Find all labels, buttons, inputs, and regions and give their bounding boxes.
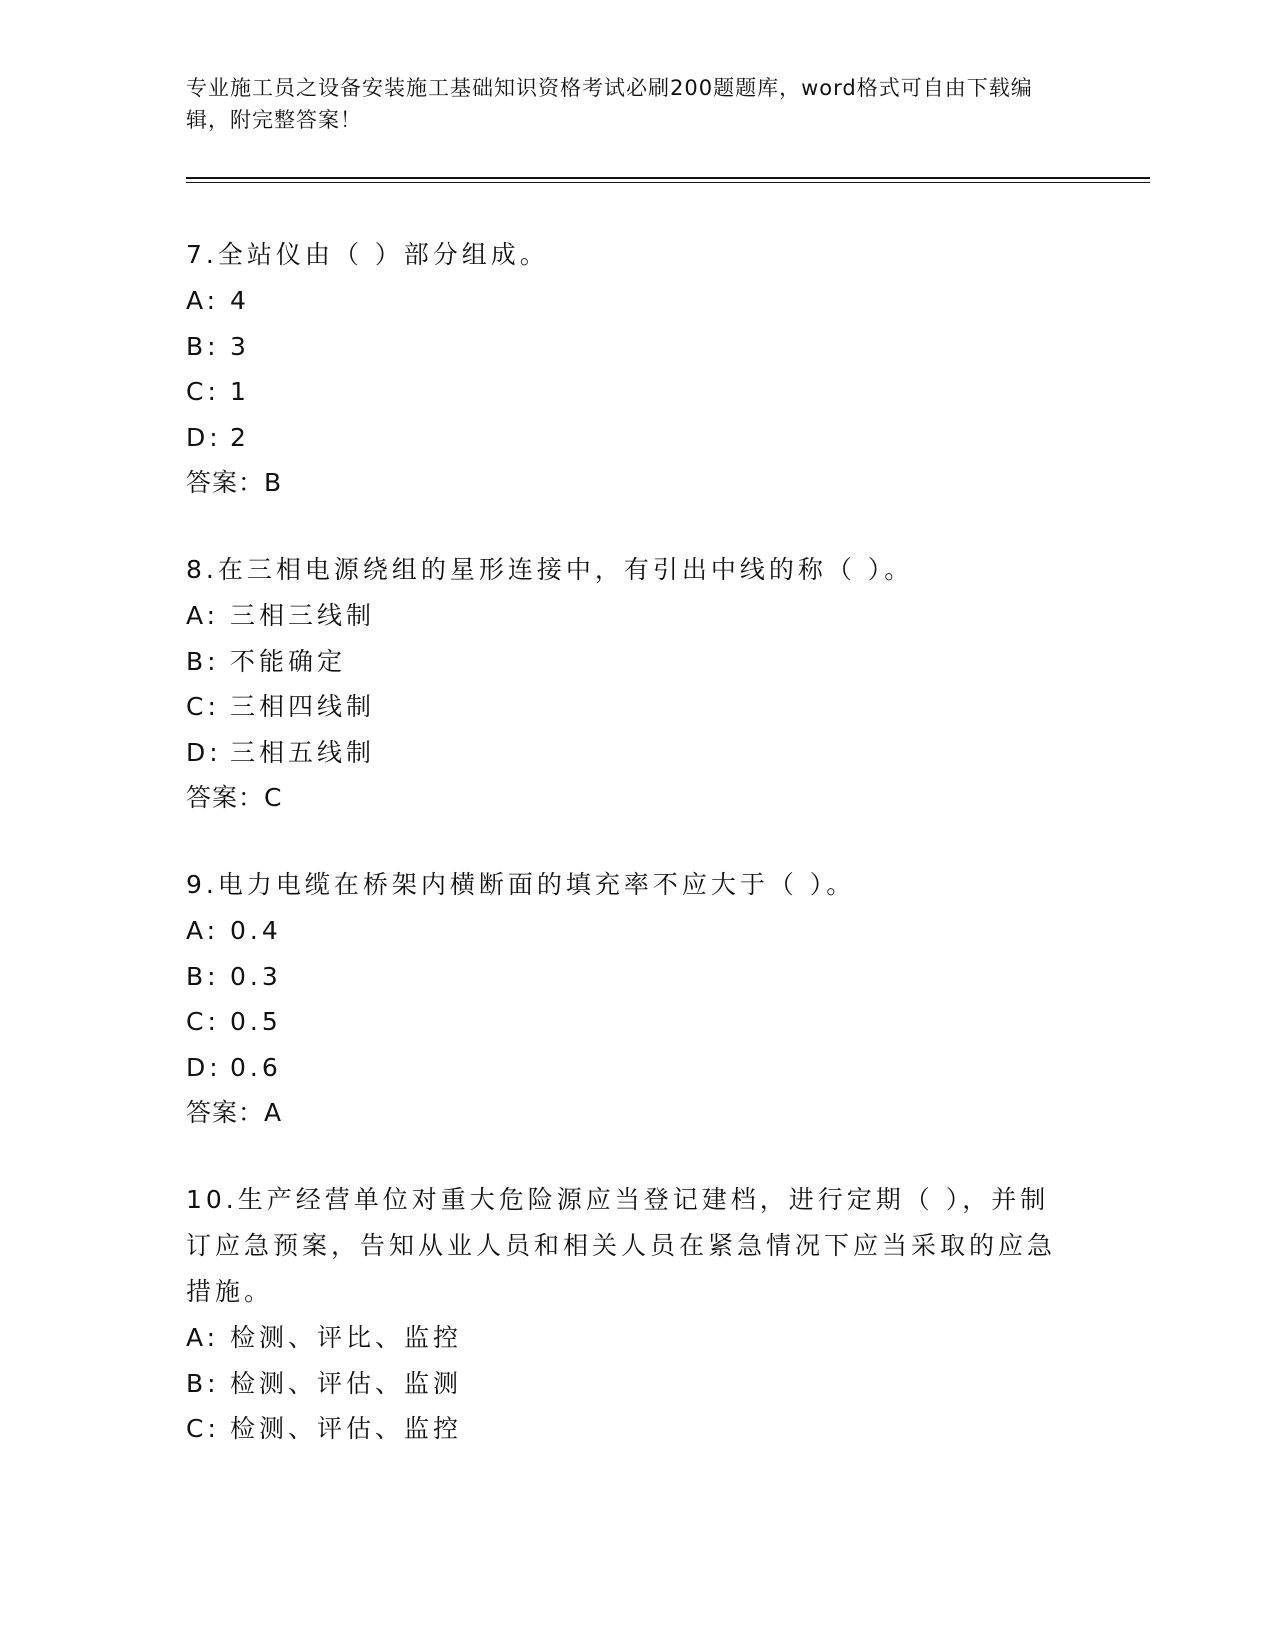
option-letter: D: <box>186 737 222 767</box>
option-text: 检测、评估、监控 <box>230 1414 463 1443</box>
option-letter: B: <box>186 961 220 991</box>
option-letter: D: <box>186 1052 222 1082</box>
option-c <box>186 999 1066 1045</box>
option-b <box>186 324 1066 370</box>
option-text: 0.4 <box>230 916 282 945</box>
option-letter: B: <box>186 1368 220 1398</box>
option-d <box>186 1045 1066 1091</box>
option-text: 0.3 <box>230 961 282 991</box>
option-b <box>186 954 1066 1000</box>
option-letter: C: <box>186 1007 220 1036</box>
option-letter: A: <box>186 916 220 945</box>
option-a <box>186 278 1066 324</box>
question-10 <box>186 1177 1066 1452</box>
question-9 <box>186 862 1066 1135</box>
option-text: 检测、评比、监控 <box>230 1323 463 1352</box>
option-c <box>186 684 1066 730</box>
option-text: 4 <box>230 286 250 315</box>
option-text: 1 <box>230 377 250 406</box>
question-text: 10.生产经营单位对重大危险源应当登记建档，进行定期（ ），并制订应急预案，告知从业人员和相关人员在紧急情况下应当采取的应急措施。 <box>186 1185 1057 1306</box>
option-d <box>186 730 1066 776</box>
option-text: 不能确定 <box>230 646 347 676</box>
option-a <box>186 1315 1066 1361</box>
answer-line: 答案：A <box>186 1098 283 1127</box>
option-letter: B: <box>186 331 220 361</box>
option-letter: C: <box>186 377 220 406</box>
header-divider-thin <box>186 182 1150 183</box>
option-letter: C: <box>186 1414 220 1443</box>
option-b <box>186 639 1066 685</box>
option-letter: C: <box>186 692 220 721</box>
answer-line: 答案：C <box>186 783 283 812</box>
option-letter: A: <box>186 1323 220 1352</box>
option-b <box>186 1361 1066 1407</box>
option-a <box>186 908 1066 954</box>
option-text: 检测、评估、监测 <box>230 1368 463 1398</box>
question-text: 8.在三相电源绕组的星形连接中，有引出中线的称（ ）。 <box>186 555 914 584</box>
option-letter: A: <box>186 286 220 315</box>
option-letter: A: <box>186 601 220 630</box>
option-d <box>186 415 1066 461</box>
question-list <box>186 232 1066 1494</box>
option-text: 2 <box>230 422 250 452</box>
option-text: 三相五线制 <box>230 737 376 767</box>
document-header: 专业施工员之设备安装施工基础知识资格考试必刷200题题库，word格式可自由下载编辑，附完整答案！ <box>186 76 1033 132</box>
option-a <box>186 593 1066 639</box>
question-8 <box>186 547 1066 820</box>
option-text: 0.5 <box>230 1007 282 1036</box>
question-text: 9.电力电缆在桥架内横断面的填充率不应大于（ ）。 <box>186 870 856 899</box>
option-c <box>186 369 1066 415</box>
question-text: 7.全站仪由（ ）部分组成。 <box>186 240 549 269</box>
option-text: 三相四线制 <box>230 692 376 721</box>
option-letter: B: <box>186 646 220 676</box>
option-letter: D: <box>186 422 222 452</box>
option-c <box>186 1406 1066 1452</box>
header-divider-thick <box>186 177 1150 179</box>
question-7 <box>186 232 1066 505</box>
option-text: 0.6 <box>230 1052 282 1082</box>
option-text: 三相三线制 <box>230 601 376 630</box>
option-text: 3 <box>230 331 250 361</box>
answer-line: 答案：B <box>186 468 283 497</box>
